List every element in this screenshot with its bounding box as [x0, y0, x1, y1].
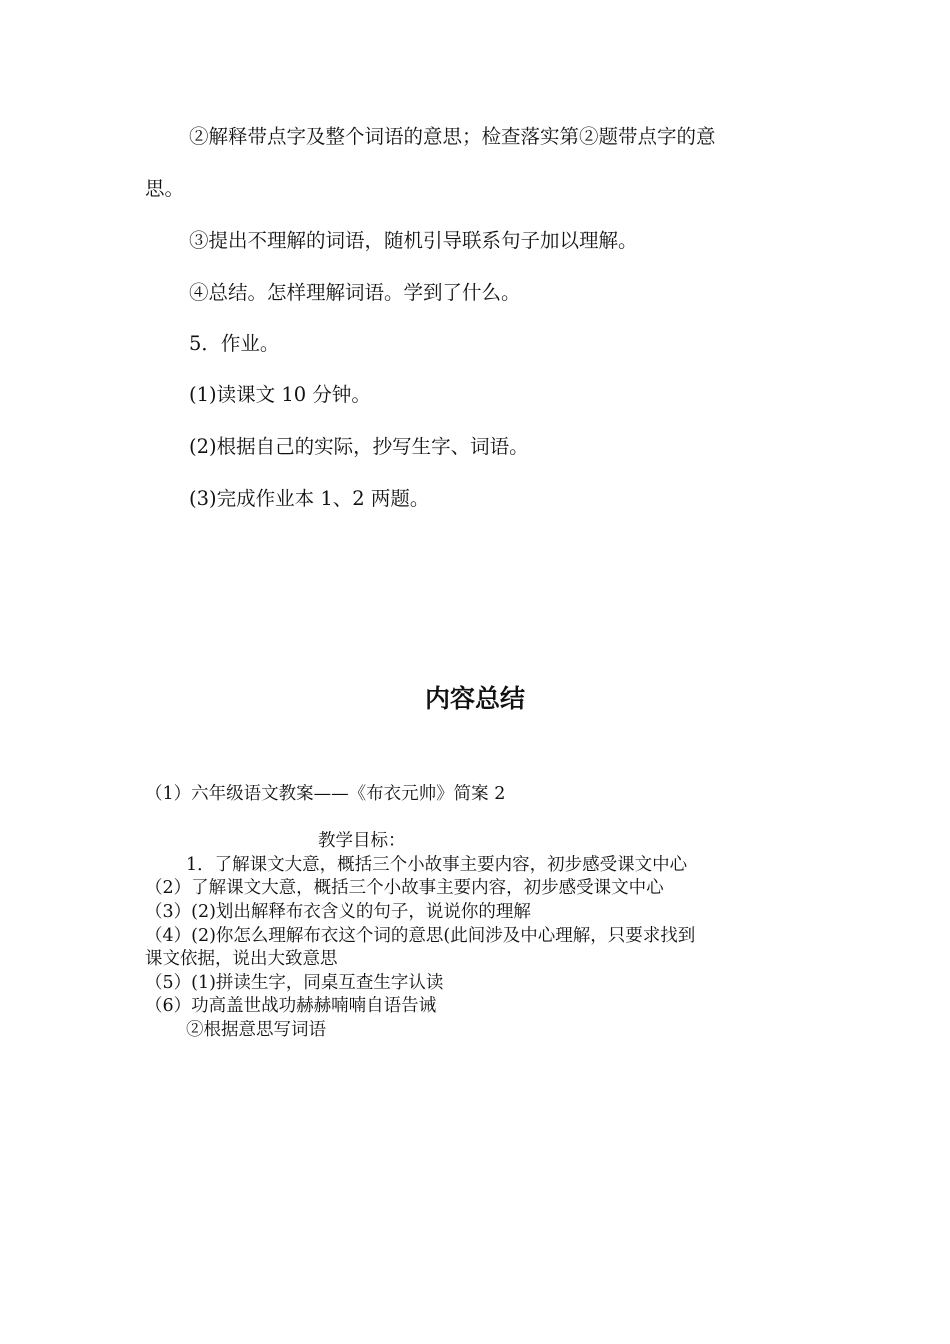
paragraph-summary-step: ④总结。怎样理解词语。学到了什么。: [189, 281, 521, 304]
summary-item-2: （2）了解课文大意，概括三个小故事主要内容，初步感受课文中心: [145, 878, 664, 898]
homework-item-3: (3)完成作业本 1、2 两题。: [189, 487, 430, 510]
summary-item-4-line2: 课文依据，说出大致意思: [145, 949, 338, 969]
homework-item-2: (2)根据自己的实际，抄写生字、词语。: [189, 435, 529, 458]
summary-item-5: （5）(1)拼读生字，同桌互查生字认读: [145, 973, 444, 993]
summary-item-7: ②根据意思写词语: [186, 1020, 326, 1040]
summary-item-1: （1）六年级语文教案——《布衣元帅》简案 2: [145, 784, 506, 804]
summary-item-3: （3）(2)划出解释布衣含义的句子，说说你的理解: [145, 902, 531, 922]
paragraph-homework-heading: 5．作业。: [189, 332, 280, 355]
paragraph-explain-words-line1: ②解释带点字及整个词语的意思；检查落实第②题带点字的意: [189, 125, 716, 148]
objective-1: 1．了解课文大意，概括三个小故事主要内容，初步感受课文中心: [186, 855, 688, 875]
summary-title: 内容总结: [424, 684, 525, 713]
summary-item-6: （6）功高盖世战功赫赫喃喃自语告诫: [145, 996, 437, 1016]
paragraph-unclear-words: ③提出不理解的词语，随机引导联系句子加以理解。: [189, 229, 638, 252]
paragraph-explain-words-line2: 思。: [145, 177, 185, 200]
objectives-heading: 教学目标：: [318, 831, 406, 851]
homework-item-1: (1)读课文 10 分钟。: [189, 383, 371, 406]
summary-item-4-line1: （4）(2)你怎么理解布衣这个词的意思(此间涉及中心理解，只要求找到: [145, 926, 696, 946]
